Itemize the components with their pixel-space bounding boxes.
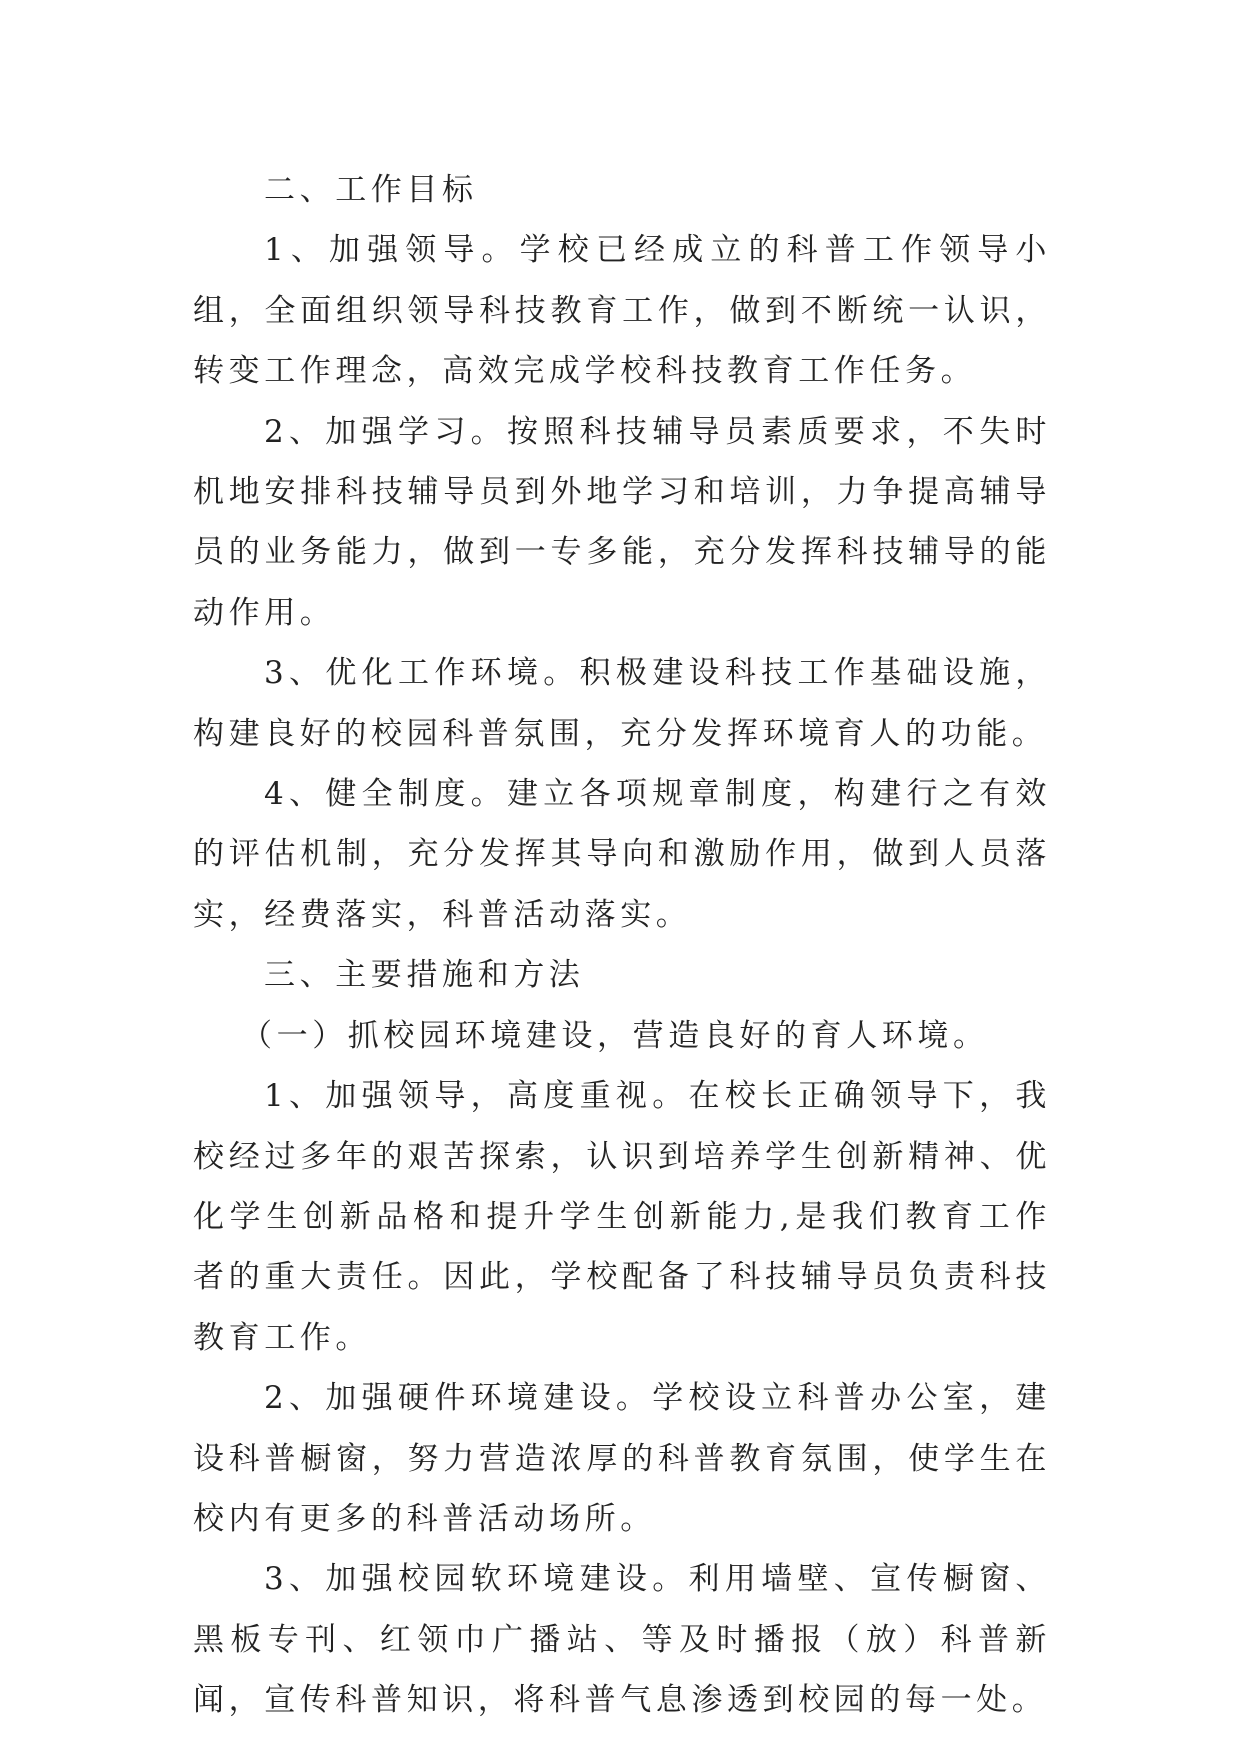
paragraph-goal-4: 4、健全制度。建立各项规章制度，构建行之有效的评估机制，充分发挥其导向和激励作用，做到人员落实，经费落实，科普活动落实。 (193, 776, 1051, 933)
paragraph-measure-3: 3、加强校园软环境建设。利用墙壁、宣传橱窗、黑板专刊、红领巾广播站、等及时播报（放）科普新闻，宣传科普知识，将科普气息渗透到校园的每一处。 (193, 1561, 1051, 1719)
paragraph-goal-3: 3、优化工作环境。积极建设科技工作基础设施，构建良好的校园科普氛围，充分发挥环境育人的功能。 (193, 655, 1051, 752)
paragraph-goal-1: 1、加强领导。学校已经成立的科普工作领导小组，全面组织领导科技教育工作，做到不断统一认识，转变工作理念，高效完成学校科技教育工作任务。 (193, 232, 1051, 390)
heading-main-measures: 三、主要措施和方法 (264, 957, 585, 994)
paragraph-measure-2: 2、加强硬件环境建设。学校设立科普办公室，建设科普橱窗，努力营造浓厚的科普教育氛围，使学生在校内有更多的科普活动场所。 (193, 1380, 1051, 1537)
paragraph-goal-2: 2、加强学习。按照科技辅导员素质要求，不失时机地安排科技辅导员到外地学习和培训，力争提高辅导员的业务能力，做到一专多能，充分发挥科技辅导的能动作用。 (193, 413, 1051, 631)
paragraph-measure-1: 1、加强领导，高度重视。在校长正确领导下，我校经过多年的艰苦探索，认识到培养学生创新精神、优化学生创新品格和提升学生创新能力,是我们教育工作者的重大责任。因此，学校配备了科技辅导员负责科技教育工作。 (193, 1078, 1051, 1356)
document-page (193, 160, 1051, 1731)
subheading-campus-environment: （一）抓校园环境建设，营造良好的育人环境。 (241, 1017, 989, 1054)
heading-work-goals: 二、工作目标 (264, 172, 478, 208)
